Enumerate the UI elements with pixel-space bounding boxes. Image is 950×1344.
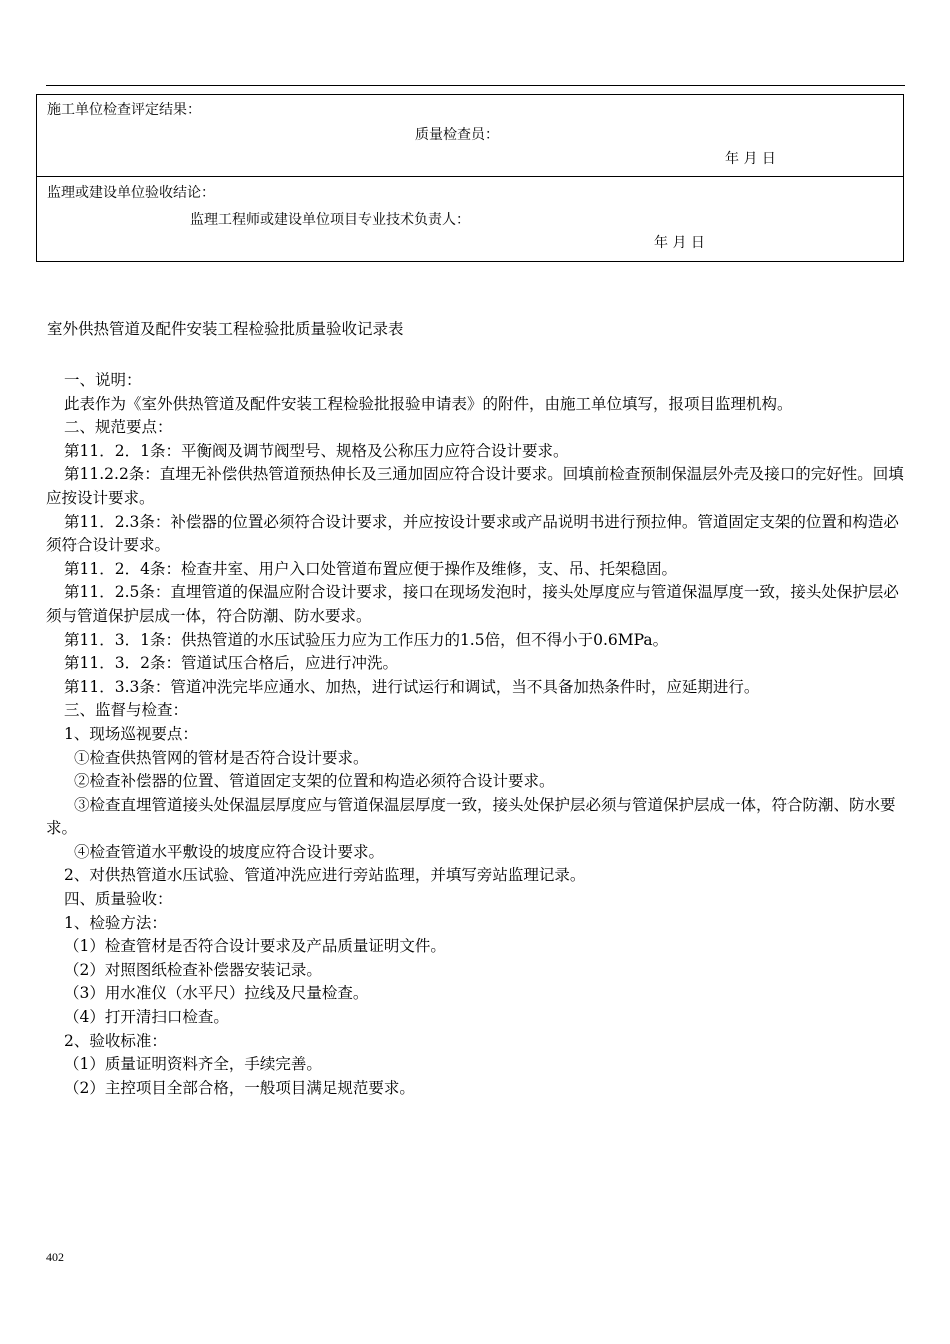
paragraph: 第11．3.3条：管道冲洗完毕应通水、加热，进行试运行和调试，当不具备加热条件时，应延期进行。 (64, 677, 760, 696)
paragraph: ②检查补偿器的位置、管道固定支架的位置和构造必须符合设计要求。 (74, 772, 555, 791)
paragraph: 第11．3．2条：管道试压合格后，应进行冲洗。 (64, 654, 398, 673)
top-rule (46, 85, 905, 86)
paragraph: ③检查直埋管道接头处保温层厚度应与管道保温层厚度一致，接头处保护层必须与管道保护层成一体，符合防潮、防水要求。 (46, 795, 896, 838)
paragraph: 第11．2.3条：补偿器的位置必须符合设计要求，并应按设计要求或产品说明书进行预拉伸。管道固定支架的位置和构造必须符合设计要求。 (46, 512, 899, 555)
paragraph: 2、验收标准： (64, 1031, 167, 1050)
paragraph: 第11.2.2条：直埋无补偿供热管道预热伸长及三通加固应符合设计要求。回填前检查预制保温层外壳及接口的完好性。回填应按设计要求。 (46, 465, 904, 507)
date-line-1: 年 月 日 (725, 151, 776, 167)
paragraph: （2）主控项目全部合格，一般项目满足规范要求。 (64, 1078, 415, 1097)
paragraph: 三、监督与检查： (64, 701, 189, 720)
paragraph: （1）质量证明资料齐全，手续完善。 (64, 1055, 322, 1074)
paragraph: ④检查管道水平敷设的坡度应符合设计要求。 (74, 842, 385, 861)
paragraph: （4）打开清扫口检查。 (64, 1008, 229, 1027)
paragraph: 1、检验方法： (64, 913, 167, 932)
contractor-result-label: 施工单位检查评定结果： (47, 102, 201, 118)
paragraph: （1）检查管材是否符合设计要求及产品质量证明文件。 (64, 937, 446, 956)
document-body (46, 369, 906, 1100)
paragraph: （2）对照图纸检查补偿器安装记录。 (64, 960, 322, 979)
paragraph: 2、对供热管道水压试验、管道冲洗应进行旁站监理，并填写旁站监理记录。 (64, 866, 586, 885)
paragraph: 第11．3．1条：供热管道的水压试验压力应为工作压力的1.5倍，但不得小于0.6MPa。 (64, 630, 669, 649)
paragraph: 一、说明： (64, 371, 142, 389)
paragraph: 第11．2.5条：直埋管道的保温应附合设计要求，接口在现场发泡时，接头处厚度应与管道保温厚度一致，接头处保护层必须与管道保护层成一体，符合防潮、防水要求。 (46, 583, 899, 625)
paragraph: 1、现场巡视要点： (64, 724, 198, 743)
engineer-signature-label: 监理工程师或建设单位项目专业技术负责人： (190, 212, 470, 228)
paragraph: 第11．2．4条：检查井室、用户入口处管道布置应便于操作及维修，支、吊、托架稳固。 (64, 559, 677, 578)
date-line-2: 年 月 日 (654, 235, 705, 251)
page-number: 402 (46, 1250, 64, 1264)
paragraph: 二、规范要点： (64, 418, 173, 437)
paragraph: （3）用水准仪（水平尺）拉线及尺量检查。 (64, 984, 369, 1003)
acceptance-form-table (36, 94, 904, 262)
paragraph: ①检查供热管网的管材是否符合设计要求。 (74, 748, 369, 767)
document-title: 室外供热管道及配件安装工程检验批质量验收记录表 (47, 320, 404, 338)
paragraph: 四、质量验收： (64, 890, 173, 909)
form-divider (37, 176, 903, 177)
paragraph: 第11．2．1条：平衡阀及调节阀型号、规格及公称压力应符合设计要求。 (64, 441, 569, 460)
quality-inspector-label: 质量检查员： (415, 127, 499, 143)
paragraph: 此表作为《室外供热管道及配件安装工程检验批报验申请表》的附件，由施工单位填写，报项目监理机构。 (64, 394, 793, 413)
supervisor-conclusion-label: 监理或建设单位验收结论： (47, 185, 215, 201)
